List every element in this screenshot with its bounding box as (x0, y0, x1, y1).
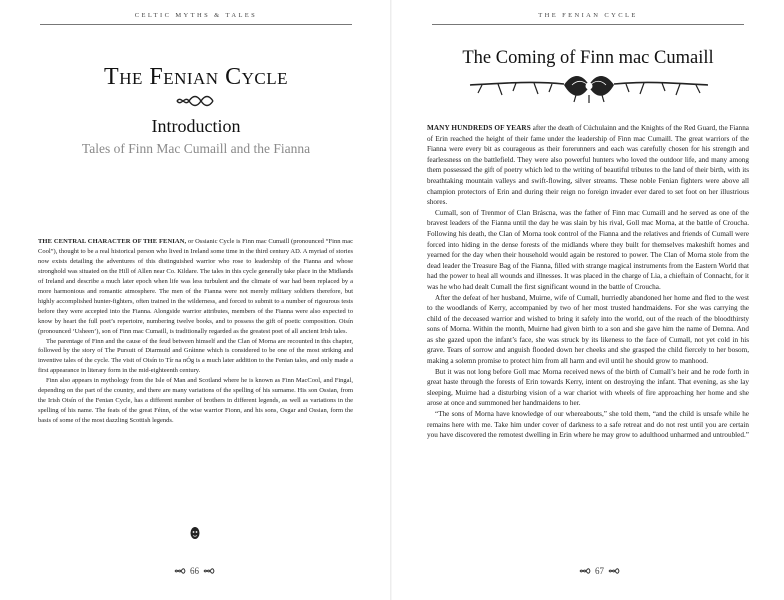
section-subtitle: Tales of Finn Mac Cumaill and the Fianna (81, 141, 311, 156)
chapter-title: The Fenian Cycle (104, 64, 288, 90)
paragraph: The parentage of Finn and the cause of the feud between himself and the Clan of Morna are recounted in this chapter, followed by the story of The Pursuit of Diarmuid and Gráinne which is considered to be one of the most striking and inventive tales of the cycle. The visit of Oisín to Tír na nÓg is a much later addition to the Fenian tales, and only made a first appearance in literary form in the mid-eighteenth century. (38, 337, 353, 375)
running-head-right: THE FENIAN CYCLE (538, 12, 638, 19)
celtic-knotwork-banner-icon (464, 73, 714, 103)
page-number: 66 (190, 566, 199, 576)
story-text (427, 123, 749, 441)
section-title: Introduction (151, 116, 241, 136)
introduction-text (38, 237, 353, 426)
running-head-left: CELTIC MYTHS & TALES (134, 12, 258, 19)
celtic-head-ornament-icon (189, 526, 201, 540)
paragraph: But it was not long before Goll mac Morna received news of the birth of Cumall’s heir and he rode forth in great haste through the forests of Erin towards Kerry, intent on destroying the infant. That evening, as she lay sleeping, Muirne had a disturbing vision of a war chariot with wheels of fire approaching her home and she arose at once and summoned her handmaidens to her. (427, 367, 749, 408)
lead-text: THE CENTRAL CHARACTER OF THE FENIAN, (38, 238, 187, 245)
page-number-left (174, 566, 215, 576)
paragraph-text: or Ossianic Cycle is Finn mac Cumaill (pronounced “Finn mac Cool”), thought to be a real historical person who lived in Ireland some time in the third century AD. A myriad of stories now exists detailing the adventures of this distinguished warrior who rose to leadership of the Fianna and whose stronghold was situated on the Hill of Allen near Co. Kildare. The tales in this cycle generally take place in the Midlands of Ireland and describe a much later epoch when life was less turbulent and the climate of war had been replaced by a more harmonious and romantic atmosphere. The men of the Fianna were not merely military soldiers therefore, but highly accomplished hunter-fighters, often trained in the wilderness, and forced to submit to a number of rigourous tests before they were accepted into the Fianna. Alongside warrior attributes, members of the Fianna were also expected to know by heart the full poet’s repertoire, numbering twelve books, and to possess the gift of poetic composition. Oisín (pronounced ‘Usheen’), son of Finn mac Cumaill, is traditionally regarded as the greatest poet of all ancient Irish tales. (38, 238, 353, 335)
paragraph: Finn also appears in mythology from the Isle of Man and Scotland where he is known as Finn MacCool, and Fingal, depending on the part of the country, and there are many variations of the spelling of his surname. His son Ossian, from the Irish Oisín of the Fenian Cycle, has a different number of brothers in different legends, as well as variations in the spelling of his name. The feats of the great Féinn, of the wise warrior Fionn, and his sons, Osgar and Ossian, form the basis of some of the most dazzling Scottish legends. (38, 377, 353, 425)
knotwork-folio-icon (579, 568, 591, 574)
knotwork-folio-icon (203, 568, 215, 574)
paragraph (427, 123, 749, 208)
paragraph: Cumall, son of Trenmor of Clan Bráscna, was the father of Finn mac Cumaill and he served as one of the bravest leaders of the Fianna until the day he was slain by his rival, Goll mac Morna, at the battle of Croucha. Following his death, the Clan of Morna took control of the Fianna and the relatives and friends of Cumall were forced into hiding in the dense forests of the midlands where they built for themselves makeshift homes and yearned for the day when their household would again be restored to power. The Clan of Morna stole from the dead leader the Treasure Bag of the Fianna, filled with strange magical instruments from the Eastern World that had the power to heal all wounds and illnesses. It was placed in the charge of Lia, a chieftain of Connacht, for it was he who had dealt Cumall the first significant wound in the battle of Croucha. (427, 208, 749, 291)
page-number: 67 (595, 566, 604, 576)
header-rule-right (432, 24, 744, 25)
paragraph: “The sons of Morna have knowledge of our whereabouts,” she told them, “and the child is unsafe while he remains here with me. Take him under cover of darkness to a safe retreat and do not rest until you are certain you have discovered the remotest dwelling in Erin where he may grow to adulthood unharmed and untroubled.” (427, 410, 749, 440)
header-rule-left (40, 24, 352, 25)
story-title: The Coming of Finn mac Cumaill (462, 48, 714, 68)
knotwork-ornament-icon (175, 95, 215, 107)
lead-text: MANY HUNDREDS OF YEARS (427, 124, 531, 132)
knotwork-folio-icon (608, 568, 620, 574)
paragraph-text: after the death of Cúchulainn and the Knights of the Red Guard, the Fianna of Erin reached the height of their fame under the leadership of Finn mac Cumaill. The great warriors of the Fianna were every bit as courageous as their forerunners and each was carefully chosen for his strength and fearlessness on the battlefield. They were also powerful hunters who loved the outdoor life, and many among them possessed the gift of poetry which led to the writing of beautiful tributes to the land of their birth, with its breathtaking mountain valleys and swift-flowing, silver streams. These noble Fenian fighters were above all champion protectors of Erin and during their reign no foreign invader ever dared to set foot on her illustrious shores. (427, 124, 749, 207)
paragraph (38, 237, 353, 337)
knotwork-folio-icon (174, 568, 186, 574)
right-page (392, 0, 784, 600)
page-number-right (579, 566, 620, 576)
paragraph: After the defeat of her husband, Muirne, wife of Cumall, hurriedly abandoned her home and fled to the west to the woodlands of Kerry, accompanied by two of her most trusted handmaidens. For she was carrying the child of the deceased warrior and wished to bring it safely into the world, out of the reach of the bloodthirsty sons of Morna. Within the month, Muirne had given birth to a son and she gave him the name of Demna. And as she gazed upon the infant’s face, she was struck by its likeness to the face of Cumall, not yet cold in his grave. Tears of sorrow and anguish flooded down her cheeks and she grasped the child fiercely to her bosom, making a solemn promise to protect him from all harm and evil until he should grow to manhood. (427, 293, 749, 366)
